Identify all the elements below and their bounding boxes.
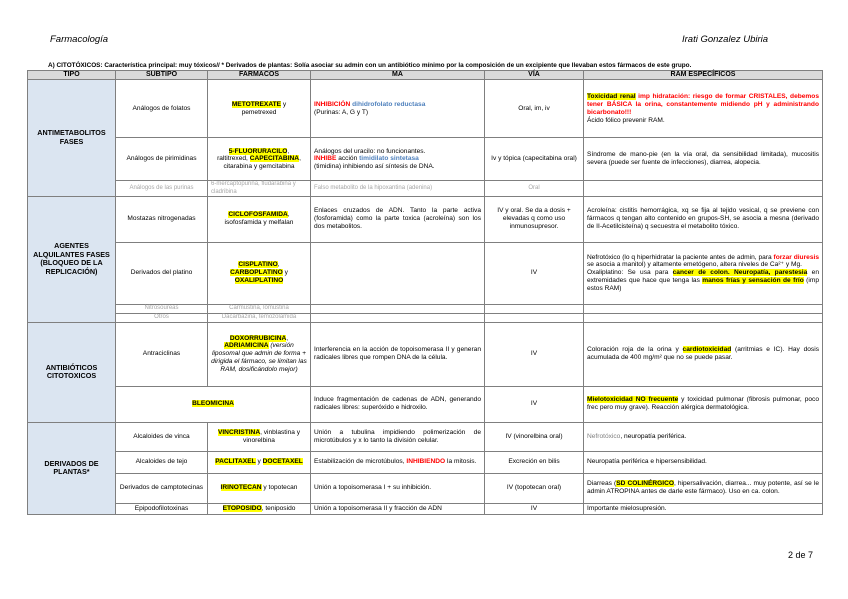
farmacos-cell: Carmustina, lomustina: [208, 304, 311, 313]
tipo-cell: ANTIBIÓTICOS CITOTOXICOS: [28, 322, 116, 422]
subtipo-cell: Análogos de folatos: [116, 80, 208, 138]
via-cell: [485, 313, 584, 322]
table-row: [28, 386, 823, 422]
via-cell: IV (topotecan oral): [485, 473, 584, 503]
farmacos-cell: 5-FLUORURACILO, raltitrexed, CAPECITABINA, citarabina y gemcitabina: [208, 138, 311, 181]
farmacos-cell: ETOPOSIDO, teniposido: [208, 503, 311, 514]
header-author: Irati Gonzalez Ubiria: [682, 34, 769, 45]
subtipo-cell: Otros: [116, 313, 208, 322]
table-row: [28, 503, 823, 514]
via-cell: IV (vinorelbina oral): [485, 422, 584, 451]
table-row: [28, 138, 823, 181]
ma-cell: [311, 242, 485, 304]
table-row: [28, 196, 823, 242]
table-row: [28, 181, 823, 196]
ram-cell: Toxicidad renal imp hidratación: riesgo de formar CRISTALES, debemos tener BÁSICA la orina, constantemente midiendo pH y administrando bicarbonato!!! Ácido fólico prevenir RAM.: [584, 80, 823, 138]
ram-cell: Importante mielosupresión.: [584, 503, 823, 514]
farmacos-cell: IRINOTECAN y topotecan: [208, 473, 311, 503]
via-cell: Excreción en bilis: [485, 451, 584, 473]
tipo-cell: AGENTES ALQUILANTES FASES (BLOQUEO DE LA REPLICACIÓN): [28, 196, 116, 322]
subtipo-cell: Epipodofilotoxinas: [116, 503, 208, 514]
table-row: [28, 304, 823, 313]
ram-cell: Mielotoxicidad NO frecuente y toxicidad pulmonar (fibrosis pulmonar, poco frec pero muy grave). Reacción alérgica dermatológica.: [584, 386, 823, 422]
ram-cell: Neuropatía periférica e hipersensibilidad.: [584, 451, 823, 473]
subtipo-cell: Mostazas nitrogenadas: [116, 196, 208, 242]
col-ma: MA: [311, 71, 485, 80]
ma-cell: Unión a tubulina impidiendo polimerización de microtúbulos y x lo tanto la división celular.: [311, 422, 485, 451]
ram-cell: [584, 304, 823, 313]
subtipo-cell: Derivados de camptotecinas: [116, 473, 208, 503]
table-row: [28, 242, 823, 304]
ma-cell: Unión a topoisomerasa I + su inhibición.: [311, 473, 485, 503]
ma-cell: Estabilización de microtúbulos, INHIBIENDO la mitosis.: [311, 451, 485, 473]
col-via: VÍA: [485, 71, 584, 80]
ram-cell: Nefrotóxico (lo q hiperhidratar la paciente antes de admin, para forzar diuresis se asocia a manitol) y altamente emetógeno, altera niveles de Ca²⁺ y Mg. Oxaliplatino: Se usa para cancer de colon. Neuropatía, parestesia en extremidades que hace que tenga las manos frías y sensación de frío (imp estos RAM): [584, 242, 823, 304]
col-tipo: TIPO: [28, 71, 116, 80]
ma-cell: Interferencia en la acción de topoisomerasa II y generan radicales libres que rompen DNA de la célula.: [311, 322, 485, 386]
ma-cell: [311, 304, 485, 313]
subtipo-cell: Alcaloides de tejo: [116, 451, 208, 473]
subtipo-cell: Alcaloides de vinca: [116, 422, 208, 451]
via-cell: IV: [485, 322, 584, 386]
farmacos-cell: BLEOMICINA: [116, 386, 311, 422]
ma-cell: Análogos del uracilo: no funcionantes. INHIBE acción timidilato sintetasa (timidina) inhibiendo así síntesis de DNA.: [311, 138, 485, 181]
ma-cell: INHIBICIÓN dihidrofolato reductasa (Purinas: A, G y T): [311, 80, 485, 138]
subtipo-cell: Análogos de pirimidinas: [116, 138, 208, 181]
subtipo-cell: Nitrosoureas: [116, 304, 208, 313]
table-row: [28, 313, 823, 322]
ram-cell: Coloración roja de la orina y cardiotoxicidad (arritmias e IC). Hay dosis acumulada de 400 mg/m² que no se puede pasar.: [584, 322, 823, 386]
ram-cell: [584, 181, 823, 196]
farmacos-cell: PACLITAXEL y DOCETAXEL: [208, 451, 311, 473]
tipo-cell: DERIVADOS DE PLANTAS*: [28, 422, 116, 514]
col-subtipo: SUBTIPO: [116, 71, 208, 80]
col-ram: RAM ESPECÍFICOS: [584, 71, 823, 80]
via-cell: Iv y tópica (capecitabina oral): [485, 138, 584, 181]
ram-cell: Diarreas (SD COLINÉRGICO, hipersalivación, diarrea... muy potente, así se le admin ATROPINA antes de darle este fármaco). Uso en ca. colon.: [584, 473, 823, 503]
ma-cell: Unión a topoisomerasa II y fracción de ADN: [311, 503, 485, 514]
via-cell: Oral: [485, 181, 584, 196]
farmacos-cell: VINCRISTINA, vinblastina y vinorelbina: [208, 422, 311, 451]
table-row: [28, 322, 823, 386]
via-cell: IV: [485, 503, 584, 514]
header-subject: Farmacología: [50, 34, 109, 45]
farmacos-cell: 6-mercaptopurina, fludarabina y cladribina: [208, 181, 311, 196]
ma-cell: Enlaces cruzados de ADN. Tanto la parte activa (fosforamida) como la parte toxica (acroleína) son los dos metabolitos.: [311, 196, 485, 242]
ram-cell: Acroleína: cistitis hemorrágica, xq se fija al tejido vesical, q se previene con fármacos q tengan alto contenido en grupos-SH, se asocia a mesna (derivado de II-Acetilcisteína) q secuestra el metabolito tóxico.: [584, 196, 823, 242]
farmacos-cell: Dacarbazina, temozolamida: [208, 313, 311, 322]
farmacos-cell: METOTREXATE y pemetrexed: [208, 80, 311, 138]
farmacos-cell: DOXORRUBICINA, ADRIAMICINA (versión liposomal que admin de forma + dirigida el fármaco, se limitan las RAM, dosificándolo mejor): [208, 322, 311, 386]
subtipo-cell: Antraciclinas: [116, 322, 208, 386]
table-row: [28, 473, 823, 503]
via-cell: Oral, im, iv: [485, 80, 584, 138]
via-cell: [485, 304, 584, 313]
table-header-row: [28, 71, 823, 80]
ma-cell: Induce fragmentación de cadenas de ADN, generando radicales libres: superóxido e hidroxilo.: [311, 386, 485, 422]
table-row: [28, 80, 823, 138]
ma-cell: [311, 313, 485, 322]
tipo-cell: ANTIMETABOLITOS FASES: [28, 80, 116, 196]
farmacos-cell: CISPLATINO, CARBOPLATINO y OXALIPLATINO: [208, 242, 311, 304]
subtipo-cell: Derivados del platino: [116, 242, 208, 304]
table-row: [28, 422, 823, 451]
ram-cell: [584, 313, 823, 322]
via-cell: IV y oral. Se da a dosis + elevadas q como uso inmunosupresor.: [485, 196, 584, 242]
page-number: 2 de 7: [788, 550, 814, 560]
via-cell: IV: [485, 242, 584, 304]
intro-text: A) CITOTÓXICOS: Característica principal: muy tóxicos// * Derivados de plantas: Solía asociar su admin con un antibiótico mínimo por la composición de un excipiente que llevaban estos fármacos de este grupo.: [48, 62, 692, 69]
drug-table: [27, 70, 823, 515]
via-cell: IV: [485, 386, 584, 422]
ram-cell: Nefrotóxico, neuropatía periférica.: [584, 422, 823, 451]
farmacos-cell: CICLOFOSFAMIDA, isofosfamida y melfalan: [208, 196, 311, 242]
table-row: [28, 451, 823, 473]
ma-cell: Falso metabolito de la hipoxantina (adenina): [311, 181, 485, 196]
subtipo-cell: Análogos de las purinas: [116, 181, 208, 196]
ram-cell: Síndrome de mano-pie (en la vía oral, da sensibilidad limitada), mucositis severa (puede ser fuente de infecciones), diarrea, alopecia.: [584, 138, 823, 181]
col-farmacos: FARMACOS: [208, 71, 311, 80]
